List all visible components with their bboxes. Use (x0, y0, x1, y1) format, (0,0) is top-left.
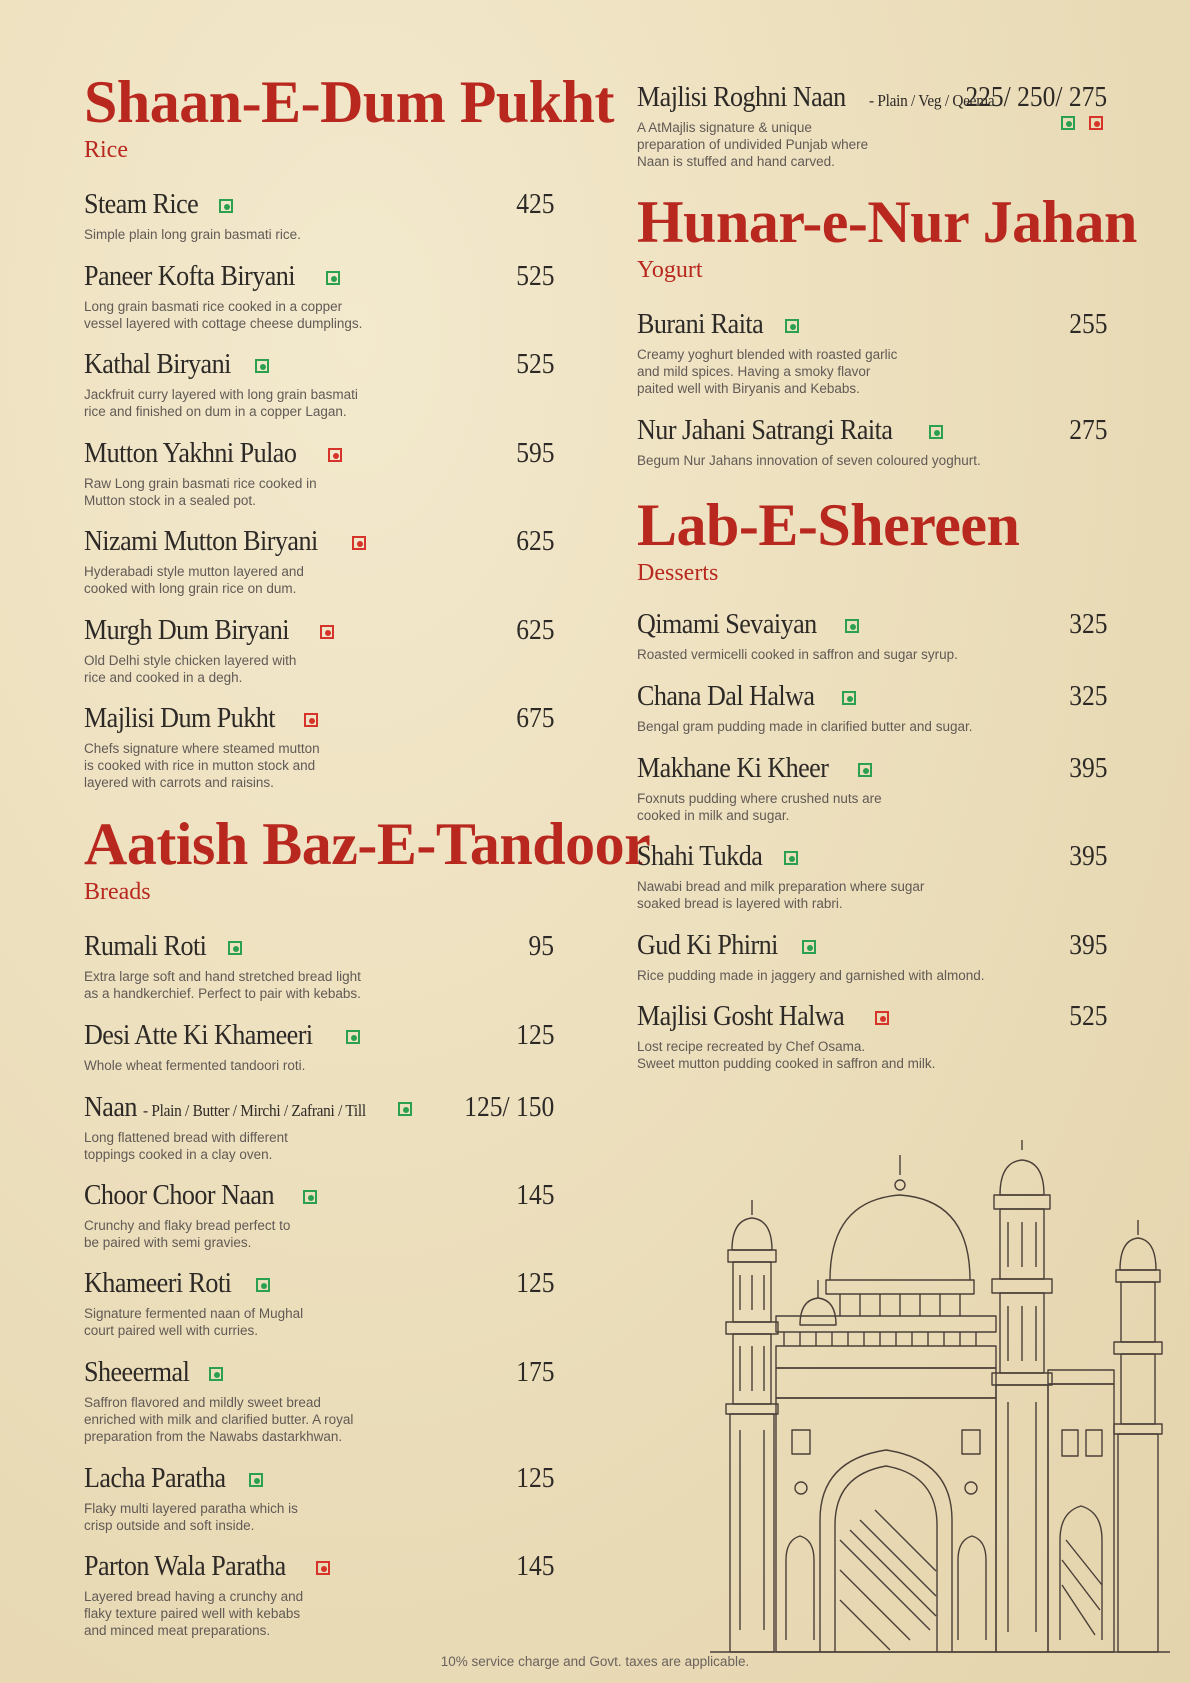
item-description: Creamy yoghurt blended with roasted garlic and mild spices. Having a smoky flavor paited well with Biryanis and Kebabs. (637, 347, 898, 396)
veg-mark-icon (303, 1190, 317, 1204)
section-title-breads: Aatish Baz-E-Tandoor (84, 811, 651, 877)
item-name: Sheeermal (84, 1356, 190, 1388)
item-price: 125/ 150 (463, 1091, 554, 1123)
item-description: Long grain basmati rice cooked in a copper vessel layered with cottage cheese dumplings. (84, 299, 363, 331)
item-name: Naan (84, 1091, 137, 1123)
item-price: 175 (515, 1356, 554, 1388)
item-price: 125 (515, 1462, 554, 1494)
item-name: Nizami Mutton Biryani (84, 525, 318, 557)
item-name: Chana Dal Halwa (637, 680, 815, 712)
item-price: 675 (515, 702, 554, 734)
veg-mark-icon (845, 619, 859, 633)
item-description: Bengal gram pudding made in clarified butter and sugar. (637, 719, 973, 734)
menu-item (84, 435, 554, 509)
item-name: Mutton Yakhni Pulao (84, 437, 297, 469)
item-description: Raw Long grain basmati rice cooked in Mutton stock in a sealed pot. (84, 476, 317, 508)
veg-mark-icon (1061, 116, 1075, 130)
section-title-yogurt: Hunar-e-Nur Jahan (637, 189, 1137, 255)
nonveg-mark-icon (304, 713, 318, 727)
menu-item (84, 258, 554, 332)
menu-item (84, 700, 554, 791)
item-price: 425 (515, 188, 554, 220)
section-desserts (637, 492, 1107, 587)
section-title-rice: Shaan-E-Dum Pukht (84, 69, 615, 135)
nonveg-mark-icon (316, 1561, 330, 1575)
item-price: 525 (515, 348, 554, 380)
veg-mark-icon (929, 425, 943, 439)
section-rice (84, 69, 615, 164)
item-description: Roasted vermicelli cooked in saffron and sugar syrup. (637, 647, 958, 662)
item-name: Qimami Sevaiyan (637, 608, 817, 640)
item-price: 395 (1068, 752, 1107, 784)
item-description: Chefs signature where steamed mutton is cooked with rice in mutton stock and layered with carrots and raisins. (84, 741, 320, 790)
item-name: Paneer Kofta Biryani (84, 260, 295, 292)
item-price: 145 (515, 1179, 554, 1211)
item-price: 325 (1068, 608, 1107, 640)
veg-mark-icon (802, 940, 816, 954)
item-price: 625 (515, 614, 554, 646)
nonveg-mark-icon (320, 625, 334, 639)
veg-mark-icon (858, 763, 872, 777)
item-description: A AtMajlis signature & unique preparation of undivided Punjab where Naan is stuffed and hand carved. (637, 120, 869, 169)
menu-item (84, 186, 554, 243)
item-price: 125 (515, 1019, 554, 1051)
item-price: 625 (515, 525, 554, 557)
item-description: Saffron flavored and mildly sweet bread enriched with milk and clarified butter. A royal preparation from the Nawabs dastarkhwan. (84, 1395, 354, 1444)
item-price: 325 (1068, 680, 1107, 712)
section-breads (84, 811, 651, 906)
item-price: 275 (1068, 414, 1107, 446)
item-description: Foxnuts pudding where crushed nuts are cooked in milk and sugar. (637, 791, 882, 823)
diet-marks (1061, 117, 1103, 135)
item-price: 525 (1068, 1000, 1107, 1032)
item-price: 395 (1068, 929, 1107, 961)
item-description: Simple plain long grain basmati rice. (84, 227, 301, 242)
veg-mark-icon (256, 1278, 270, 1292)
item-options: - Plain / Veg / Qeema (868, 91, 995, 110)
item-description: Signature fermented naan of Mughal court paired well with curries. (84, 1306, 304, 1338)
section-subtitle-rice: Rice (84, 137, 128, 163)
veg-mark-icon (249, 1473, 263, 1487)
veg-mark-icon (842, 691, 856, 705)
menu-item (637, 79, 1107, 170)
item-name: Makhane Ki Kheer (637, 752, 829, 784)
veg-mark-icon (209, 1367, 223, 1381)
menu-item (84, 523, 554, 597)
item-options: - Plain / Butter / Mirchi / Zafrani / Till (142, 1101, 366, 1120)
item-price: 225/ 250/ 275 (965, 81, 1107, 113)
veg-mark-icon (346, 1030, 360, 1044)
veg-mark-icon (326, 271, 340, 285)
nonveg-mark-icon (875, 1011, 889, 1025)
item-description: Lost recipe recreated by Chef Osama. Sweet mutton pudding cooked in saffron and milk. (637, 1039, 936, 1071)
item-name: Majlisi Dum Pukht (84, 702, 275, 734)
menu-item (637, 306, 1107, 397)
menu-item (84, 1017, 554, 1074)
veg-mark-icon (255, 359, 269, 373)
nonveg-mark-icon (1089, 116, 1103, 130)
item-price: 145 (515, 1550, 554, 1582)
menu-item (84, 928, 554, 1002)
item-description: Old Delhi style chicken layered with rice and cooked in a degh. (84, 653, 297, 685)
veg-mark-icon (219, 199, 233, 213)
item-name: Rumali Roti (84, 930, 207, 962)
menu-item (637, 750, 1107, 824)
menu-item (84, 612, 554, 686)
item-name: Majlisi Gosht Halwa (637, 1000, 845, 1032)
item-name: Burani Raita (637, 308, 764, 340)
veg-mark-icon (784, 851, 798, 865)
item-name: Khameeri Roti (84, 1267, 232, 1299)
menu-item (637, 412, 1107, 469)
item-name: Lacha Paratha (84, 1462, 226, 1494)
item-description: Extra large soft and hand stretched bread light as a handkerchief. Perfect to pair with kebabs. (84, 969, 361, 1001)
section-yogurt (637, 189, 1137, 284)
item-price: 595 (515, 437, 554, 469)
veg-mark-icon (228, 941, 242, 955)
mosque-illustration (700, 1140, 1180, 1660)
menu-item (637, 998, 1107, 1072)
item-name: Steam Rice (84, 188, 199, 220)
item-description: Flaky multi layered paratha which is crisp outside and soft inside. (84, 1501, 298, 1533)
nonveg-mark-icon (328, 448, 342, 462)
item-price: 95 (528, 930, 554, 962)
item-name: Desi Atte Ki Khameeri (84, 1019, 313, 1051)
item-price: 395 (1068, 840, 1107, 872)
item-description: Hyderabadi style mutton layered and cooked with long grain rice on dum. (84, 564, 304, 596)
item-name: Murgh Dum Biryani (84, 614, 289, 646)
section-subtitle-breads: Breads (84, 879, 151, 905)
footer-note: 10% service charge and Govt. taxes are applicable. (440, 1654, 750, 1669)
item-name: Shahi Tukda (637, 840, 763, 872)
menu-item (84, 1354, 554, 1445)
menu-item (84, 1265, 554, 1339)
menu-item (84, 1177, 554, 1251)
item-price: 125 (515, 1267, 554, 1299)
item-description: Rice pudding made in jaggery and garnished with almond. (637, 968, 985, 983)
item-name: Parton Wala Paratha (84, 1550, 286, 1582)
menu-item (84, 1460, 554, 1534)
section-title-desserts: Lab-E-Shereen (637, 492, 1020, 558)
veg-mark-icon (785, 319, 799, 333)
menu-item (637, 678, 1107, 735)
item-price: 525 (515, 260, 554, 292)
item-name: Gud Ki Phirni (637, 929, 778, 961)
item-name: Nur Jahani Satrangi Raita (637, 414, 893, 446)
item-description: Long flattened bread with different toppings cooked in a clay oven. (84, 1130, 288, 1162)
menu-item (637, 838, 1107, 912)
menu-item (84, 346, 554, 420)
item-description: Nawabi bread and milk preparation where sugar soaked bread is layered with rabri. (637, 879, 925, 911)
item-name: Kathal Biryani (84, 348, 231, 380)
item-name: Choor Choor Naan (84, 1179, 274, 1211)
menu-item (637, 606, 1107, 663)
item-description: Jackfruit curry layered with long grain basmati rice and finished on dum in a copper Lagan. (84, 387, 358, 419)
item-description: Crunchy and flaky bread perfect to be paired with semi gravies. (84, 1218, 291, 1250)
nonveg-mark-icon (352, 536, 366, 550)
item-description: Whole wheat fermented tandoori roti. (84, 1058, 306, 1073)
menu-item (84, 1548, 554, 1639)
veg-mark-icon (398, 1102, 412, 1116)
item-name: Majlisi Roghni Naan (637, 81, 846, 113)
section-subtitle-yogurt: Yogurt (637, 257, 703, 283)
item-description: Begum Nur Jahans innovation of seven coloured yoghurt. (637, 453, 981, 468)
menu-item (84, 1089, 554, 1163)
item-description: Layered bread having a crunchy and flaky texture paired well with kebabs and minced meat preparations. (84, 1589, 304, 1638)
item-price: 255 (1068, 308, 1107, 340)
section-subtitle-desserts: Desserts (637, 560, 719, 586)
menu-item (637, 927, 1107, 984)
